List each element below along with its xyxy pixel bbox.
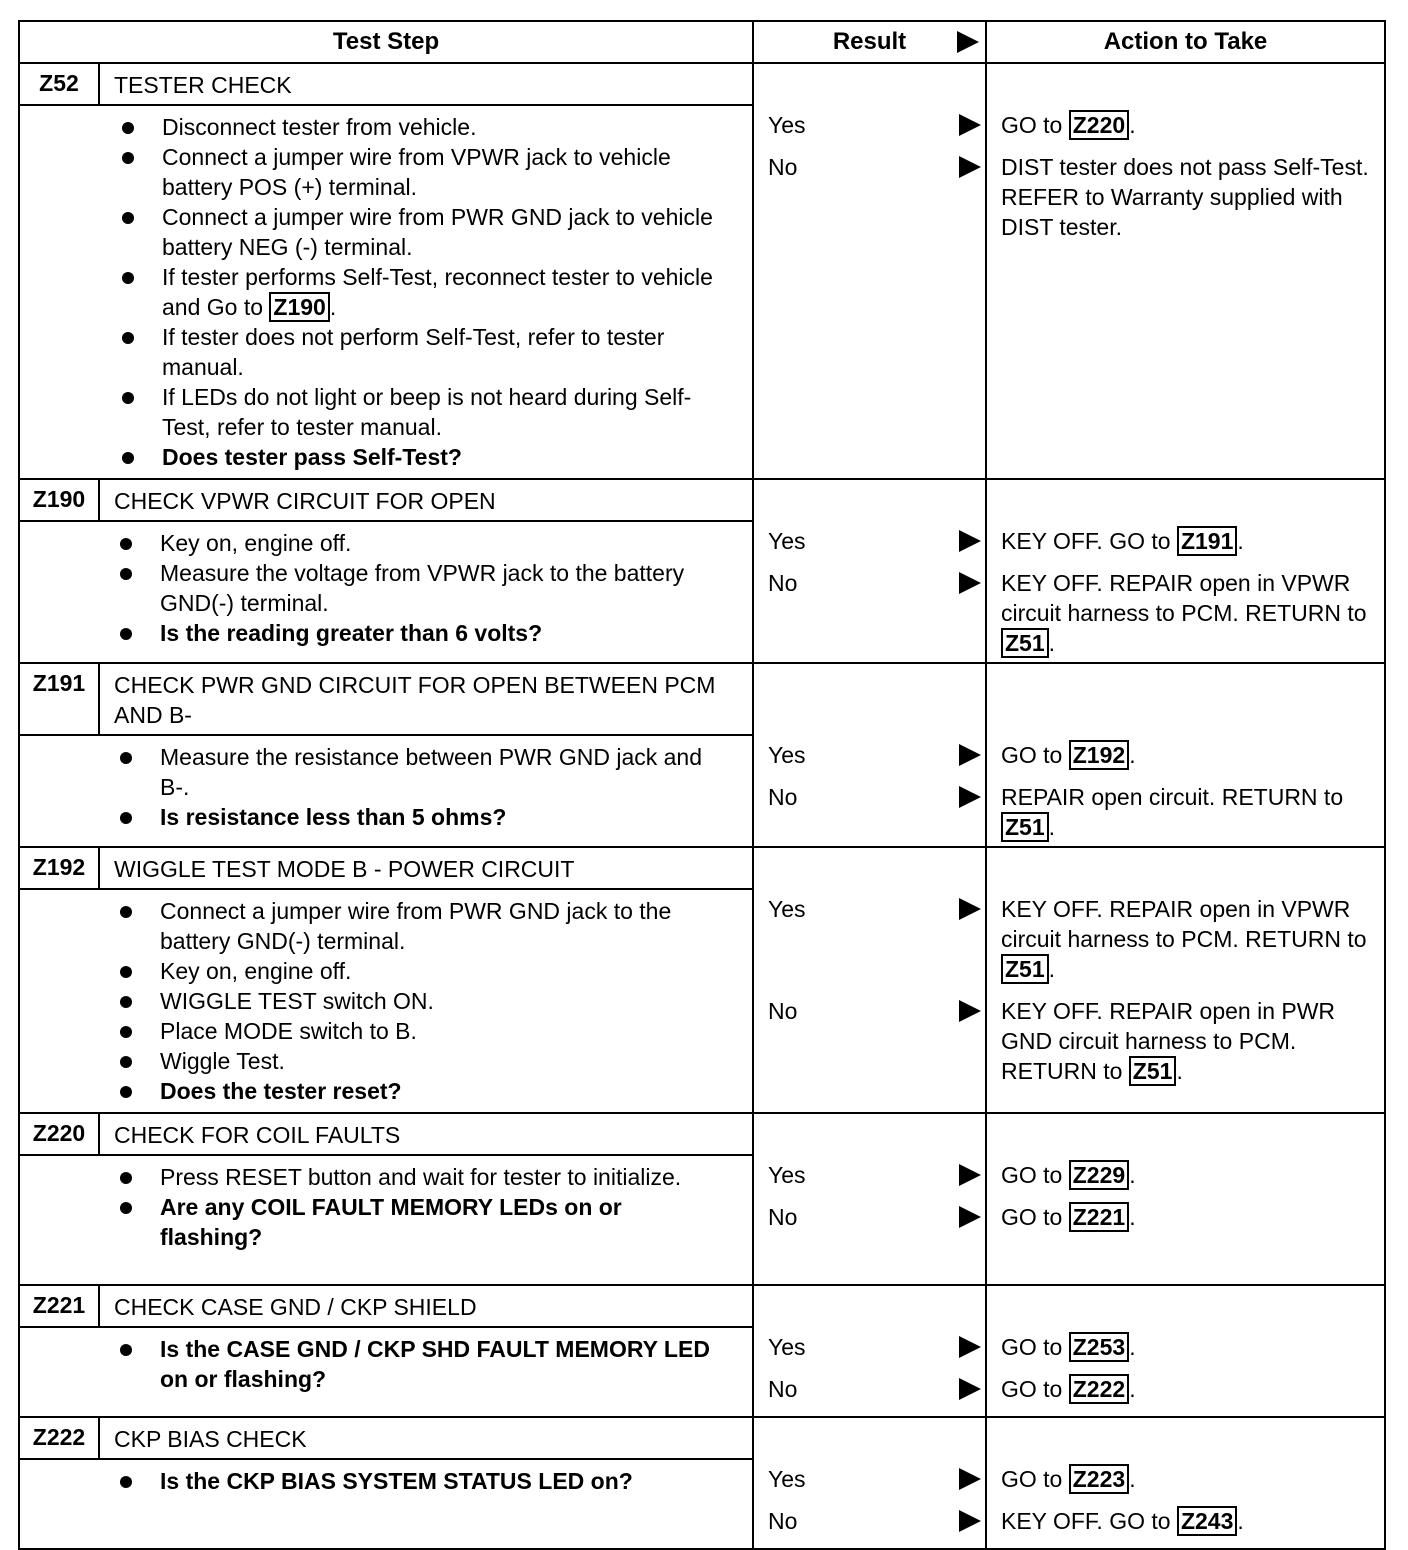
action-text: GO to [1001,1466,1063,1492]
arrow-right-icon [959,898,981,920]
result-yes: Yes [768,1162,806,1188]
header-result [753,21,986,63]
step-question: Is the CASE GND / CKP SHD FAULT MEMORY LED on or flashing? [20,1334,722,1394]
action-text: GO to [1001,1204,1063,1230]
step-code: Z190 [20,480,100,520]
step-cell [19,63,753,479]
step-title: TESTER CHECK [114,72,292,98]
diagnostic-table [18,20,1384,1550]
step-question: Does the tester reset? [20,1076,722,1106]
action-text: GO to [1001,112,1063,138]
step-item: Key on, engine off. [20,956,722,986]
action-no: GO to Z221 . [1001,1204,1136,1230]
step-ref-link[interactable]: Z190 [269,292,329,322]
action-yes: KEY OFF. REPAIR open in VPWR circuit harness to PCM. RETURN to Z51 . [1001,896,1367,982]
step-cell [19,1113,753,1285]
action-ref-link[interactable]: Z51 [1001,628,1049,658]
step-item: Measure the resistance between PWR GND jack and B-. [20,742,722,802]
arrow-right-icon [959,1510,981,1532]
action-ref-link[interactable]: Z51 [1001,812,1049,842]
arrow-right-icon [959,1336,981,1358]
result-no: No [768,570,798,596]
action-ref-link[interactable]: Z229 [1069,1160,1129,1190]
action-ref-link[interactable]: Z51 [1001,954,1049,984]
step-question: Is the CKP BIAS SYSTEM STATUS LED on? [20,1466,722,1496]
step-item: Disconnect tester from vehicle. [22,112,722,142]
step-cell [19,479,753,663]
arrow-right-icon [959,1206,981,1228]
step-code: Z192 [20,848,100,888]
result-cell [753,1285,986,1417]
step-code: Z220 [20,1114,100,1154]
section-row [19,479,1385,663]
step-text: If tester performs Self-Test, reconnect tester to vehicle and Go to [162,264,713,320]
action-cell [986,63,1385,479]
step-item: Key on, engine off. [20,528,722,558]
action-yes: GO to Z229 . [1001,1162,1136,1188]
step-item: Connect a jumper wire from VPWR jack to vehicle battery POS (+) terminal. [22,142,722,202]
section-row [19,663,1385,847]
step-item: If LEDs do not light or beep is not heard during Self-Test, refer to tester manual. [22,382,722,442]
step-title: CHECK VPWR CIRCUIT FOR OPEN [114,488,496,514]
action-ref-link[interactable]: Z220 [1069,110,1129,140]
action-text: GO to [1001,1162,1063,1188]
step-item: If tester performs Self-Test, reconnect tester to vehicle and Go to Z190 . [22,262,722,322]
action-cell [986,1417,1385,1549]
step-item: Connect a jumper wire from PWR GND jack to the battery GND(-) terminal. [20,896,722,956]
action-ref-link[interactable]: Z223 [1069,1464,1129,1494]
result-yes: Yes [768,1466,806,1492]
result-yes: Yes [768,528,806,554]
arrow-right-icon [959,572,981,594]
step-item: Wiggle Test. [20,1046,722,1076]
action-ref-link[interactable]: Z191 [1177,526,1237,556]
action-text: KEY OFF. GO to [1001,528,1171,554]
step-question: Are any COIL FAULT MEMORY LEDs on or flashing? [20,1192,722,1252]
step-item: Measure the voltage from VPWR jack to the battery GND(-) terminal. [20,558,722,618]
action-yes: GO to Z223 . [1001,1466,1136,1492]
action-ref-link[interactable]: Z222 [1069,1374,1129,1404]
step-cell [19,663,753,847]
arrow-right-icon [959,786,981,808]
arrow-right-icon [957,31,979,53]
action-text: REPAIR open circuit. RETURN to [1001,784,1344,810]
step-item: Place MODE switch to B. [20,1016,722,1046]
result-cell [753,663,986,847]
result-cell [753,63,986,479]
step-item: Press RESET button and wait for tester to initialize. [20,1162,722,1192]
result-cell [753,479,986,663]
result-no: No [768,1204,798,1230]
step-code: Z52 [20,64,100,104]
result-no: No [768,1376,798,1402]
result-no: No [768,1508,798,1534]
arrow-right-icon [959,1378,981,1400]
step-title: CHECK CASE GND / CKP SHIELD [114,1294,477,1320]
arrow-right-icon [959,530,981,552]
result-yes: Yes [768,112,806,138]
step-cell [19,1417,753,1549]
result-yes: Yes [768,1334,806,1360]
header-action: Action to Take [986,21,1385,63]
step-question: Is resistance less than 5 ohms? [20,802,722,832]
action-text: GO to [1001,742,1063,768]
action-text: KEY OFF. REPAIR open in VPWR circuit harness to PCM. RETURN to [1001,570,1367,626]
action-ref-link[interactable]: Z51 [1129,1056,1177,1086]
result-yes: Yes [768,742,806,768]
step-title: CHECK FOR COIL FAULTS [114,1122,401,1148]
arrow-right-icon [959,114,981,136]
section-row [19,847,1385,1113]
action-no: REPAIR open circuit. RETURN to Z51 . [1001,784,1344,840]
action-ref-link[interactable]: Z243 [1177,1506,1237,1536]
arrow-right-icon [959,156,981,178]
result-yes: Yes [768,896,806,922]
action-text: KEY OFF. REPAIR open in PWR GND circuit harness to PCM. RETURN to [1001,998,1336,1084]
action-yes: GO to Z253 . [1001,1334,1136,1360]
result-no: No [768,784,798,810]
action-ref-link[interactable]: Z221 [1069,1202,1129,1232]
step-code: Z221 [20,1286,100,1326]
step-code: Z191 [20,664,100,734]
step-cell [19,847,753,1113]
result-no: No [768,998,798,1024]
arrow-right-icon [959,1164,981,1186]
action-cell [986,479,1385,663]
action-no: KEY OFF. REPAIR open in PWR GND circuit harness to PCM. RETURN to Z51 . [1001,998,1336,1084]
action-no: DIST tester does not pass Self-Test. REFER to Warranty supplied with DIST tester. [1001,154,1369,240]
step-title: CHECK PWR GND CIRCUIT FOR OPEN BETWEEN PCM AND B- [114,672,716,728]
action-ref-link[interactable]: Z192 [1069,740,1129,770]
action-text: GO to [1001,1334,1063,1360]
section-row [19,63,1385,479]
step-code: Z222 [20,1418,100,1458]
action-cell [986,847,1385,1113]
action-yes: GO to Z220 . [1001,112,1136,138]
action-no: KEY OFF. GO to Z243 . [1001,1508,1244,1534]
action-yes: KEY OFF. GO to Z191 . [1001,528,1244,554]
arrow-right-icon [959,1468,981,1490]
action-cell [986,1285,1385,1417]
header-row [19,21,1385,63]
step-question: Does tester pass Self-Test? [22,442,722,472]
action-text: KEY OFF. GO to [1001,1508,1171,1534]
action-yes: GO to Z192 . [1001,742,1136,768]
step-cell [19,1285,753,1417]
action-text: KEY OFF. REPAIR open in VPWR circuit harness to PCM. RETURN to [1001,896,1367,952]
result-cell [753,1417,986,1549]
action-ref-link[interactable]: Z253 [1069,1332,1129,1362]
header-test-step: Test Step [19,21,753,63]
action-cell [986,663,1385,847]
action-no: KEY OFF. REPAIR open in VPWR circuit harness to PCM. RETURN to Z51 . [1001,570,1367,656]
action-text: GO to [1001,1376,1063,1402]
section-row [19,1285,1385,1417]
arrow-right-icon [959,744,981,766]
section-row [19,1417,1385,1549]
step-item: Connect a jumper wire from PWR GND jack to vehicle battery NEG (-) terminal. [22,202,722,262]
step-question: Is the reading greater than 6 volts? [20,618,722,648]
test-table [18,20,1386,1550]
arrow-right-icon [959,1000,981,1022]
step-item: WIGGLE TEST switch ON. [20,986,722,1016]
section-row [19,1113,1385,1285]
step-title: WIGGLE TEST MODE B - POWER CIRCUIT [114,856,575,882]
action-cell [986,1113,1385,1285]
result-no: No [768,154,798,180]
step-title: CKP BIAS CHECK [114,1426,307,1452]
header-result-label: Result [832,28,907,55]
action-no: GO to Z222 . [1001,1376,1136,1402]
result-cell [753,1113,986,1285]
result-cell [753,847,986,1113]
step-item: If tester does not perform Self-Test, refer to tester manual. [22,322,722,382]
